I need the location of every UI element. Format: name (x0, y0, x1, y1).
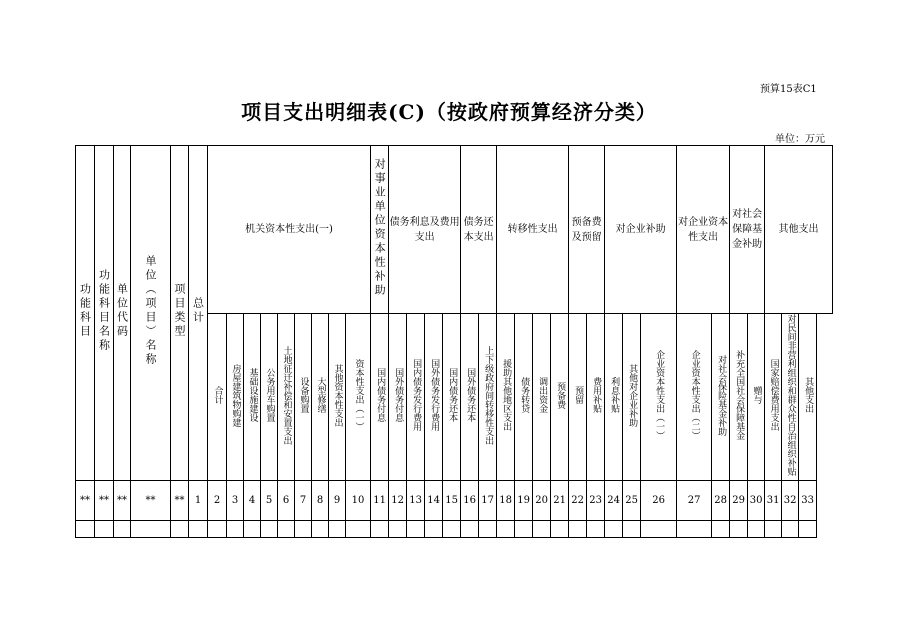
data-cell (748, 521, 765, 538)
data-cell (765, 521, 782, 538)
data-cell (244, 521, 261, 538)
data-cell (569, 521, 587, 538)
data-cell (371, 521, 389, 538)
index-cell: 25 (623, 481, 641, 521)
data-cell (641, 521, 677, 538)
sub-header: 利息补贴 (605, 314, 623, 481)
index-row (76, 481, 833, 521)
group-header: 机关资本性支出(一) (208, 146, 371, 314)
data-cell (389, 521, 407, 538)
sub-header: 对民间非营利组织和群众性自治组织补贴 (782, 314, 799, 481)
index-cell: 2 (208, 481, 227, 521)
index-cell: ** (171, 481, 189, 521)
index-cell: 5 (261, 481, 278, 521)
data-cell (712, 521, 730, 538)
sub-header: 国外债务还本 (461, 314, 479, 481)
sub-header: 大型修缮 (312, 314, 329, 481)
data-cell (131, 521, 171, 538)
data-cell (799, 521, 817, 538)
data-cell (346, 521, 371, 538)
sub-header: 基础设施建设 (244, 314, 261, 481)
index-cell: 1 (189, 481, 208, 521)
group-header: 转移性支出 (497, 146, 569, 314)
index-cell: 26 (641, 481, 677, 521)
data-cell (461, 521, 479, 538)
expense-table (75, 145, 833, 538)
index-cell: 21 (551, 481, 569, 521)
data-cell (278, 521, 295, 538)
data-cell (261, 521, 278, 538)
sub-header: 国家赔偿费用支出 (765, 314, 782, 481)
sub-header: 补充全国社会保障基金 (730, 314, 748, 481)
data-cell (497, 521, 515, 538)
sub-header: 国外债务发行费用 (425, 314, 443, 481)
index-cell: 11 (371, 481, 389, 521)
sub-header: 对社会保险基金补助 (712, 314, 730, 481)
data-cell (533, 521, 551, 538)
group-header: 债务利息及费用支出 (389, 146, 461, 314)
header-unit-name: 单位（项目）名称 (131, 146, 171, 481)
sub-header: 其他对企业补助 (623, 314, 641, 481)
data-cell (312, 521, 329, 538)
report-code: 预算15表C1 (760, 84, 817, 95)
sub-header: 国内债务还本 (443, 314, 461, 481)
data-cell (587, 521, 605, 538)
index-cell: 13 (407, 481, 425, 521)
data-cell (425, 521, 443, 538)
sub-header: 企业资本性支出（二） (677, 314, 712, 481)
sub-header: 土地征迁补偿和安置支出 (278, 314, 295, 481)
index-cell: 18 (497, 481, 515, 521)
group-header: 债务还本支出 (461, 146, 497, 314)
index-cell: 24 (605, 481, 623, 521)
group-header: 对社会保障基金补助 (730, 146, 765, 314)
index-cell: 27 (677, 481, 712, 521)
index-cell: ** (76, 481, 95, 521)
group-header-row (76, 146, 833, 314)
sub-header: 企业资本性支出（一） (641, 314, 677, 481)
sub-header: 其他资本性支出 (329, 314, 346, 481)
index-cell: 14 (425, 481, 443, 521)
index-cell: 29 (730, 481, 748, 521)
data-cell (479, 521, 497, 538)
index-cell: 7 (295, 481, 312, 521)
sub-header: 公务用车购置 (261, 314, 278, 481)
data-cell (114, 521, 131, 538)
index-cell: 33 (799, 481, 817, 521)
index-cell: 19 (515, 481, 533, 521)
data-cell (551, 521, 569, 538)
index-cell: 17 (479, 481, 497, 521)
sub-header: 国内债务发行费用 (407, 314, 425, 481)
index-cell: 10 (346, 481, 371, 521)
header-total: 总计 (189, 146, 208, 481)
group-header: 对事业单位资本性补助 (371, 146, 389, 314)
sub-header: 赠与 (748, 314, 765, 481)
group-header: 预备费及预留 (569, 146, 605, 314)
data-cell (515, 521, 533, 538)
header-func-code: 功能科目 (76, 146, 95, 481)
sub-header: 国外债务付息 (389, 314, 407, 481)
data-cell (407, 521, 425, 538)
data-cell (623, 521, 641, 538)
data-cell (76, 521, 95, 538)
data-cell (605, 521, 623, 538)
data-cell (782, 521, 799, 538)
index-cell: 31 (765, 481, 782, 521)
sub-header: 预留 (569, 314, 587, 481)
index-cell: 4 (244, 481, 261, 521)
data-cell (443, 521, 461, 538)
group-header: 其他支出 (765, 146, 833, 314)
index-cell: 8 (312, 481, 329, 521)
index-cell: 9 (329, 481, 346, 521)
data-cell (189, 521, 208, 538)
data-cell (730, 521, 748, 538)
sub-header: 房屋建筑物购建 (227, 314, 244, 481)
sub-header: 国内债务付息 (371, 314, 389, 481)
sub-header: 调出资金 (533, 314, 551, 481)
sub-header: 援助其他地区支出 (497, 314, 515, 481)
data-cell (208, 521, 227, 538)
index-cell: 16 (461, 481, 479, 521)
index-cell: ** (114, 481, 131, 521)
sub-header: 上下级政府间转移性支出 (479, 314, 497, 481)
page-title: 项目支出明细表(C)（按政府预算经济分类） (241, 100, 657, 124)
header-unit-code: 单位代码 (114, 146, 131, 481)
index-cell: 22 (569, 481, 587, 521)
sub-header: 设备购置 (295, 314, 312, 481)
index-cell: ** (131, 481, 171, 521)
group-header: 对企业资本性支出 (677, 146, 730, 314)
unit-label: 单位：万元 (775, 134, 825, 145)
index-cell: 32 (782, 481, 799, 521)
group-header: 对企业补助 (605, 146, 677, 314)
data-row-empty (76, 521, 833, 538)
index-cell: 3 (227, 481, 244, 521)
sub-header: 费用补贴 (587, 314, 605, 481)
sub-header: 预备费 (551, 314, 569, 481)
data-cell (171, 521, 189, 538)
data-cell (677, 521, 712, 538)
sub-header: 债务转贷 (515, 314, 533, 481)
data-cell (295, 521, 312, 538)
data-cell (227, 521, 244, 538)
index-cell: ** (95, 481, 114, 521)
index-cell: 6 (278, 481, 295, 521)
index-cell: 20 (533, 481, 551, 521)
header-func-name: 功能科目名称 (95, 146, 114, 481)
index-cell: 30 (748, 481, 765, 521)
header-project-type: 项目类型 (171, 146, 189, 481)
index-cell: 28 (712, 481, 730, 521)
index-cell: 12 (389, 481, 407, 521)
sub-header: 其他支出 (799, 314, 817, 481)
data-cell (95, 521, 114, 538)
index-cell: 15 (443, 481, 461, 521)
index-cell: 23 (587, 481, 605, 521)
sub-header: 合计 (208, 314, 227, 481)
data-cell (329, 521, 346, 538)
sub-header: 资本性支出（一） (346, 314, 371, 481)
